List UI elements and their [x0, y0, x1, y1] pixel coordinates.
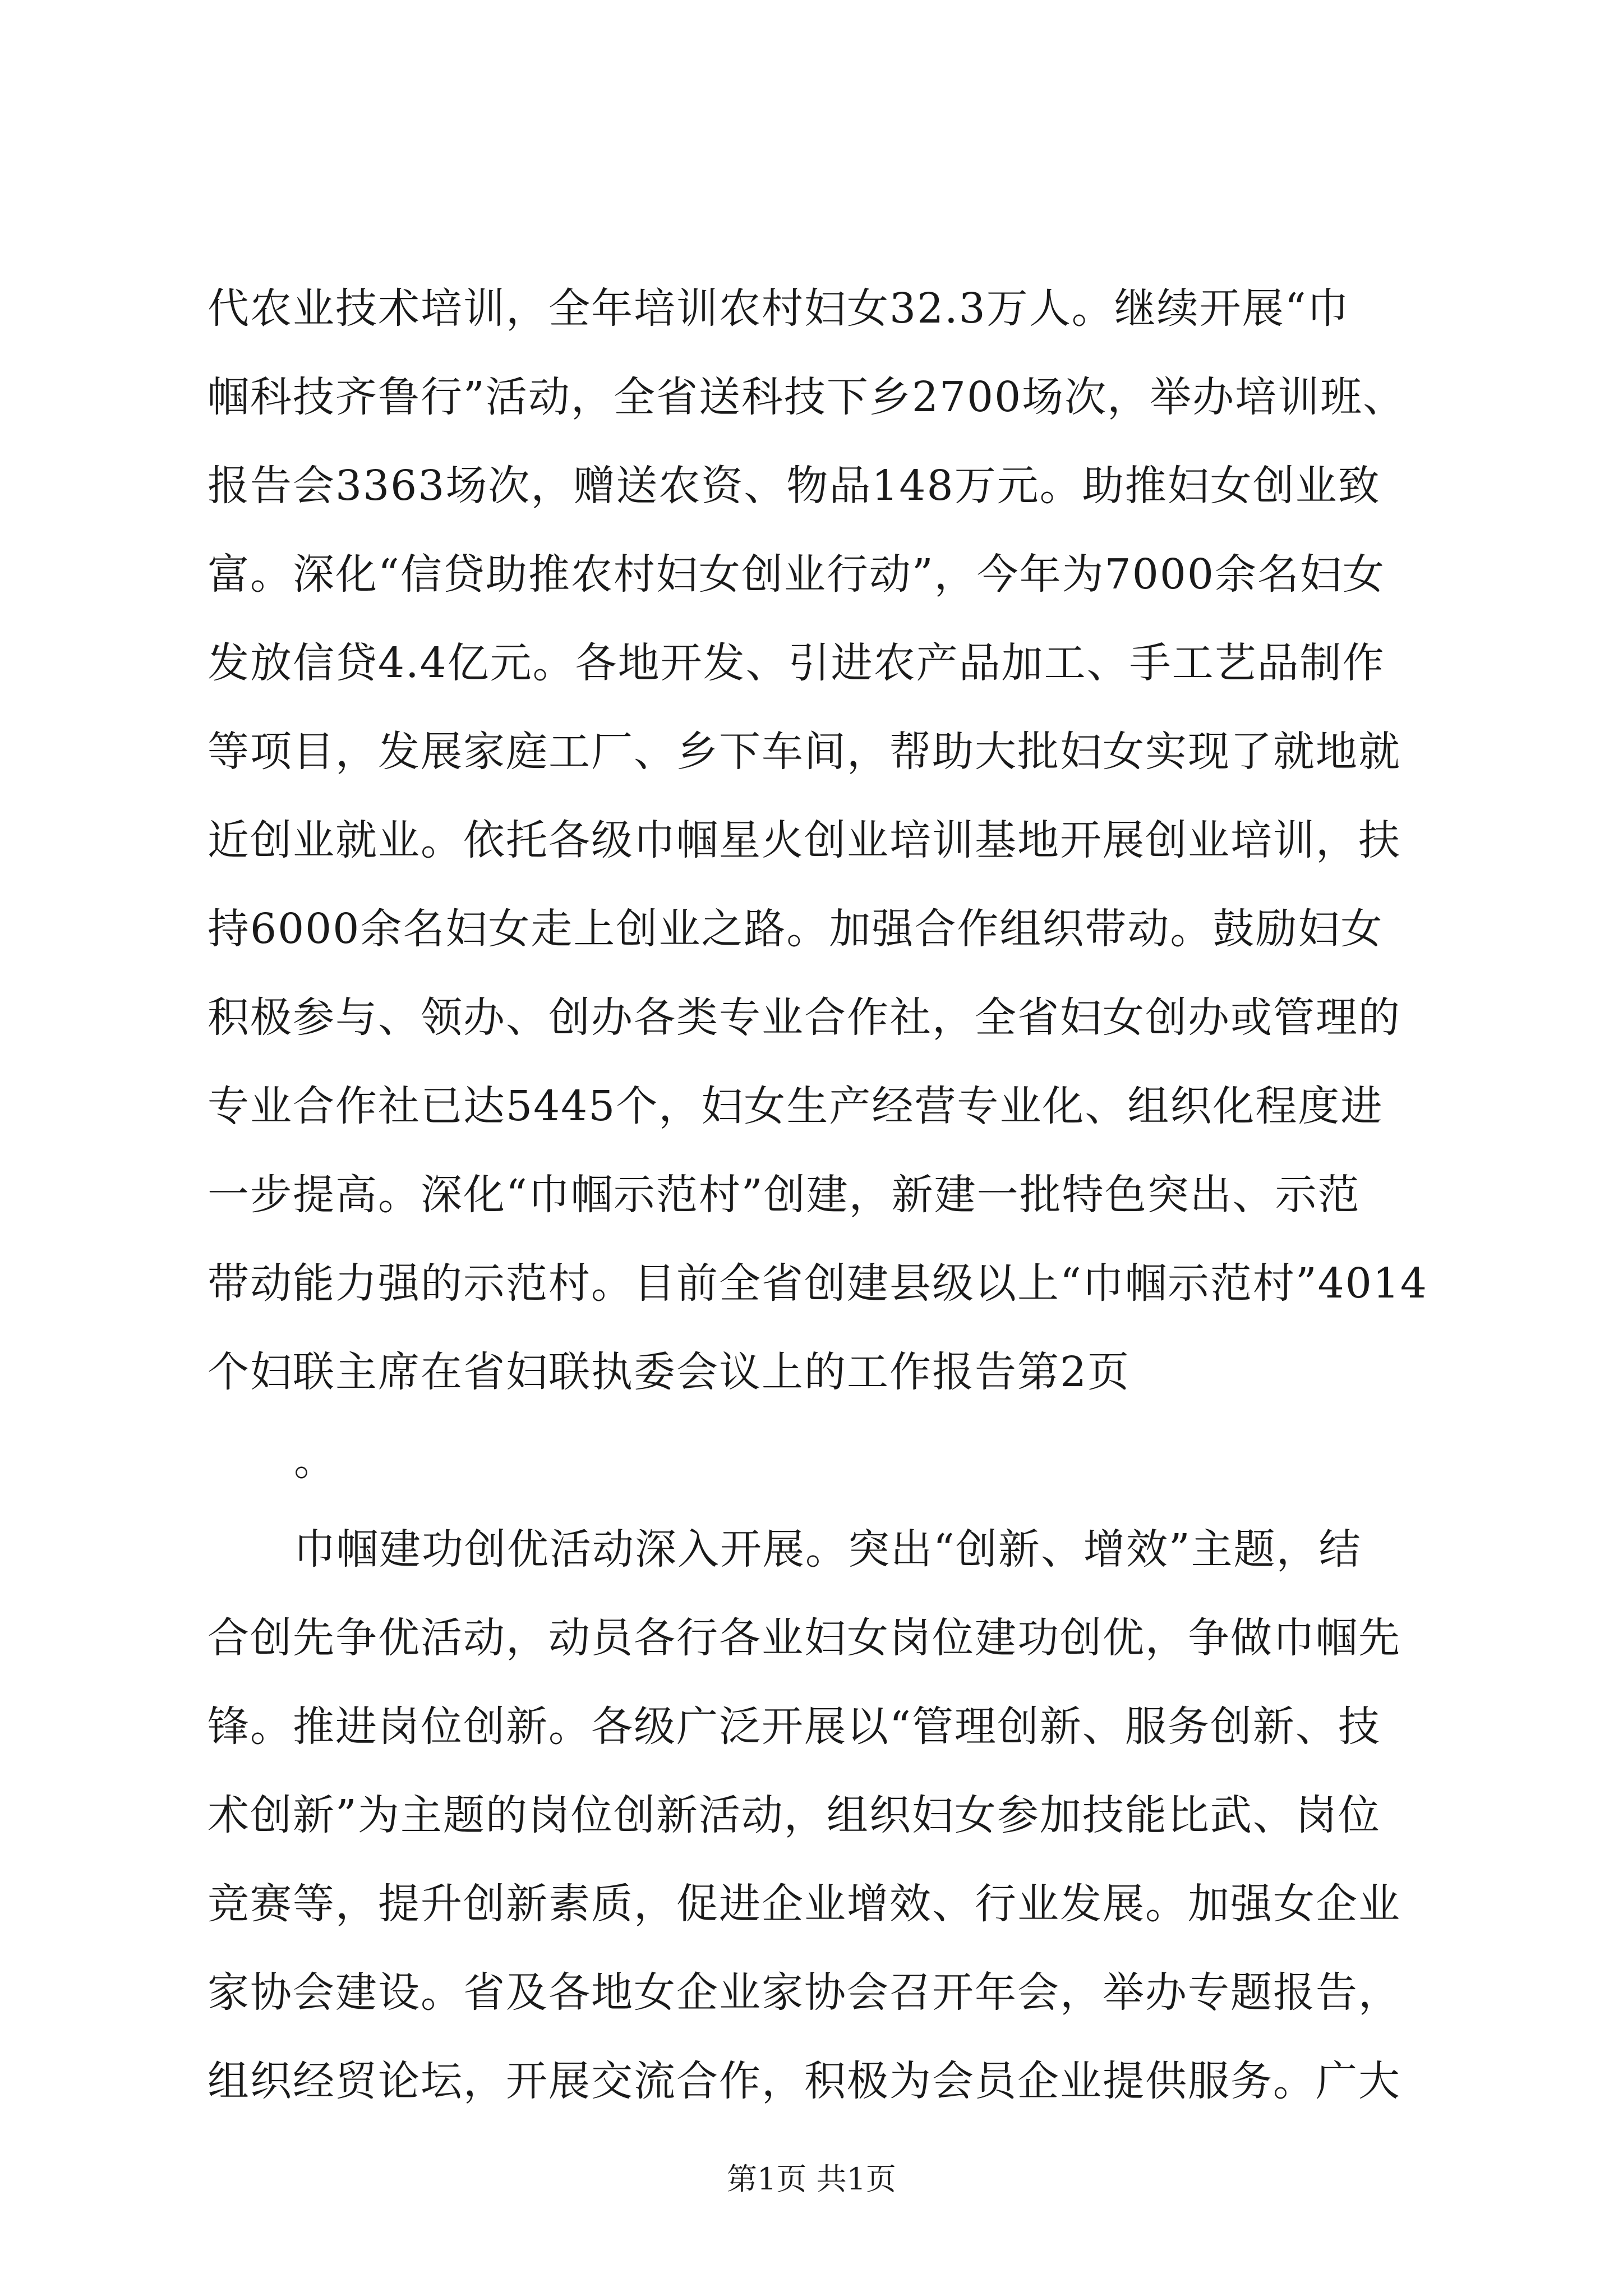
text-line: 专业合作社已达5445个，妇女生产经营专业化、组织化程度进 — [208, 1082, 1384, 1130]
text-line: 带动能力强的示范村。目前全省创建县级以上“巾帼示范村”4014 — [208, 1259, 1428, 1308]
paragraph-first-line: 巾帼建功创优活动深入开展。突出“创新、增效”主题，结 — [294, 1525, 1362, 1573]
text-line: 合创先争优活动，动员各行各业妇女岗位建功创优，争做巾帼先 — [208, 1614, 1401, 1662]
text-line: 竞赛等，提升创新素质，促进企业增效、行业发展。加强女企业 — [208, 1880, 1401, 1928]
text-line: 锋。推进岗位创新。各级广泛开展以“管理创新、服务创新、技 — [208, 1703, 1381, 1751]
text-line: 帼科技齐鲁行”活动，全省送科技下乡2700场次，举办培训班、 — [208, 373, 1406, 421]
text-line: 家协会建设。省及各地女企业家协会召开年会，举办专题报告， — [208, 1968, 1401, 2017]
text-line: 近创业就业。依托各级巾帼星火创业培训基地开展创业培训，扶 — [208, 816, 1401, 864]
text-line: 一步提高。深化“巾帼示范村”创建，新建一批特色突出、示范 — [208, 1171, 1361, 1219]
page-footer: 第1页 共1页 — [727, 2161, 896, 2197]
text-line: 。 — [294, 1437, 336, 1485]
text-line: 组织经贸论坛，开展交流合作，积极为会员企业提供服务。广大 — [208, 2057, 1401, 2105]
text-line: 术创新”为主题的岗位创新活动，组织妇女参加技能比武、岗位 — [208, 1791, 1381, 1839]
text-line: 发放信贷4.4亿元。各地开发、引进农产品加工、手工艺品制作 — [208, 639, 1385, 687]
text-line: 代农业技术培训，全年培训农村妇女32.3万人。继续开展“巾 — [208, 284, 1350, 333]
text-line: 个妇联主席在省妇联执委会议上的工作报告第2页 — [208, 1348, 1131, 1396]
text-line: 持6000余名妇女走上创业之路。加强合作组织带动。鼓励妇女 — [208, 905, 1384, 953]
text-line: 报告会3363场次，赠送农资、物品148万元。助推妇女创业致 — [208, 462, 1381, 510]
text-line: 富。深化“信贷助推农村妇女创业行动”，今年为7000余名妇女 — [208, 550, 1385, 599]
text-line: 等项目，发展家庭工厂、乡下车间，帮助大批妇女实现了就地就 — [208, 728, 1401, 776]
text-line: 积极参与、领办、创办各类专业合作社，全省妇女创办或管理的 — [208, 993, 1401, 1042]
